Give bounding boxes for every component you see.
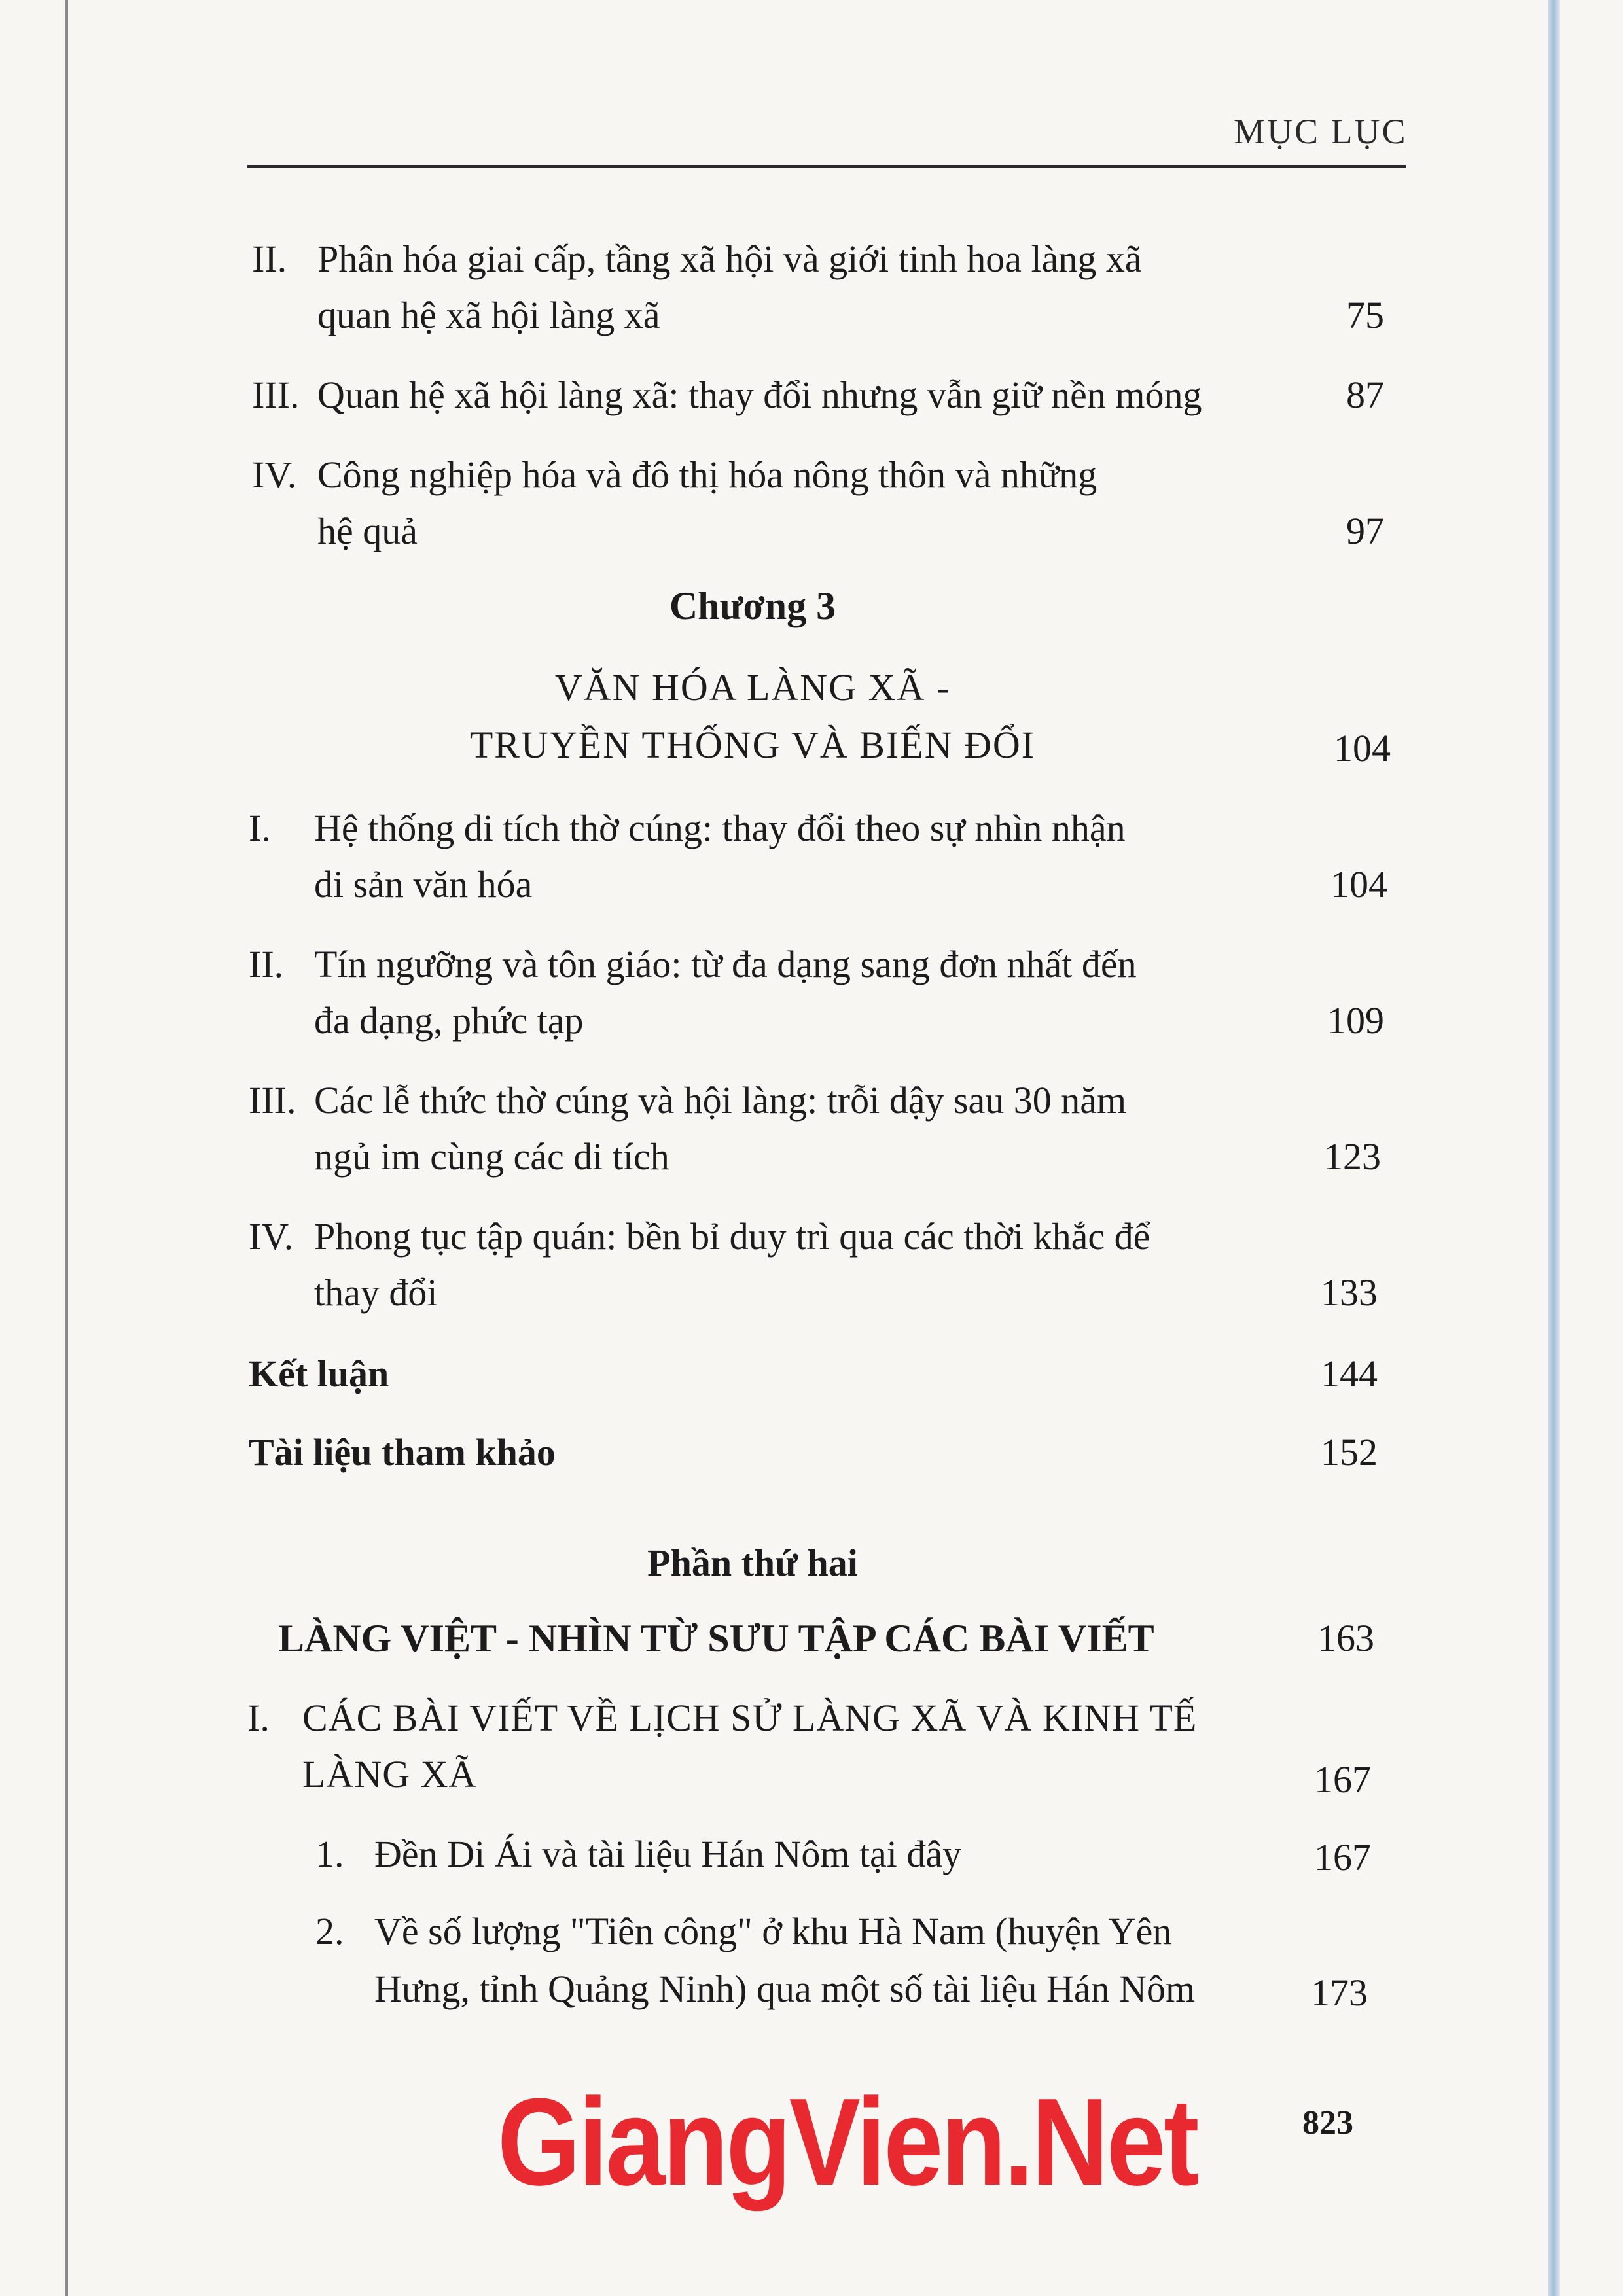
chapter-label: Chương 3: [669, 584, 836, 627]
toc-item-number: 2.: [315, 1910, 344, 1952]
toc-entry-page: 109: [1327, 999, 1384, 1042]
toc-entry-page: 87: [1346, 374, 1384, 416]
toc-entry-title-cont: quan hệ xã hội làng xã: [317, 294, 660, 336]
toc-entry-page: 75: [1346, 294, 1384, 336]
toc-item-title: Đền Di Ái và tài liệu Hán Nôm tại đây: [374, 1833, 962, 1875]
running-header: MỤC LỤC: [1234, 112, 1408, 151]
toc-entry-title-cont: đa dạng, phức tạp: [314, 999, 584, 1042]
toc-section-page: 167: [1314, 1758, 1371, 1801]
toc-entry-number: IV.: [252, 453, 297, 496]
conclusion-page: 144: [1321, 1352, 1378, 1395]
part-label: Phần thứ hai: [647, 1542, 858, 1584]
chapter-title-line1: VĂN HÓA LÀNG XÃ -: [554, 666, 951, 709]
page-right-edge: [1548, 0, 1560, 2296]
toc-entry-title: Công nghiệp hóa và đô thị hóa nông thôn và những: [317, 453, 1097, 496]
toc-item-title: Về số lượng "Tiên công" ở khu Hà Nam (huyện Yên: [374, 1910, 1172, 1952]
toc-entry-number: III.: [252, 374, 300, 416]
toc-entry-title-cont: hệ quả: [317, 510, 418, 552]
toc-entry-number: I.: [247, 1697, 270, 1739]
references-label: Tài liệu tham khảo: [249, 1431, 556, 1474]
toc-entry-title: Phong tục tập quán: bền bỉ duy trì qua các thời khắc để: [314, 1215, 1150, 1258]
part-title: LÀNG VIỆT - NHÌN TỪ SƯU TẬP CÁC BÀI VIẾT: [278, 1617, 1154, 1660]
toc-entry-number: III.: [249, 1079, 296, 1122]
conclusion-label: Kết luận: [249, 1352, 389, 1395]
toc-entry-number: II.: [252, 238, 287, 280]
toc-section-title-cont: LÀNG XÃ: [302, 1753, 477, 1795]
toc-entry-page: 133: [1321, 1271, 1378, 1314]
toc-entry-title-cont: di sản văn hóa: [314, 863, 533, 906]
toc-entry-title-cont: ngủ im cùng các di tích: [314, 1135, 669, 1178]
toc-section-title: CÁC BÀI VIẾT VỀ LỊCH SỬ LÀNG XÃ VÀ KINH TẾ: [302, 1697, 1198, 1739]
watermark-logo: GiangVien.Net: [497, 2073, 1198, 2212]
toc-entry-title-cont: thay đổi: [314, 1271, 438, 1314]
chapter-title-line2: TRUYỀN THỐNG VÀ BIẾN ĐỔI: [469, 724, 1036, 766]
references-page: 152: [1321, 1431, 1378, 1474]
toc-entry-number: I.: [249, 807, 271, 849]
header-rule: [247, 165, 1406, 168]
toc-item-page: 173: [1311, 1971, 1368, 2014]
toc-entry-page: 123: [1324, 1135, 1381, 1178]
toc-item-title-cont: Hưng, tỉnh Quảng Ninh) qua một số tài liệu Hán Nôm: [374, 1968, 1196, 2010]
toc-entry-page: 97: [1346, 510, 1384, 552]
toc-item-page: 167: [1314, 1836, 1371, 1879]
toc-entry-number: IV.: [249, 1215, 294, 1258]
toc-entry-number: II.: [249, 943, 284, 985]
chapter-page: 104: [1334, 727, 1391, 769]
toc-entry-title: Quan hệ xã hội làng xã: thay đổi nhưng vẫn giữ nền móng: [317, 374, 1202, 416]
toc-entry-title: Phân hóa giai cấp, tầng xã hội và giới tinh hoa làng xã: [317, 238, 1142, 280]
book-gutter-edge: [65, 0, 68, 2296]
toc-entry-page: 104: [1330, 863, 1387, 906]
toc-item-number: 1.: [315, 1833, 344, 1875]
toc-entry-title: Hệ thống di tích thờ cúng: thay đổi theo sự nhìn nhận: [314, 807, 1126, 849]
part-page: 163: [1317, 1617, 1374, 1659]
page-number: 823: [1302, 2104, 1353, 2142]
toc-entry-title: Các lễ thức thờ cúng và hội làng: trỗi dậy sau 30 năm: [314, 1079, 1127, 1122]
toc-entry-title: Tín ngưỡng và tôn giáo: từ đa dạng sang đơn nhất đến: [314, 943, 1137, 985]
